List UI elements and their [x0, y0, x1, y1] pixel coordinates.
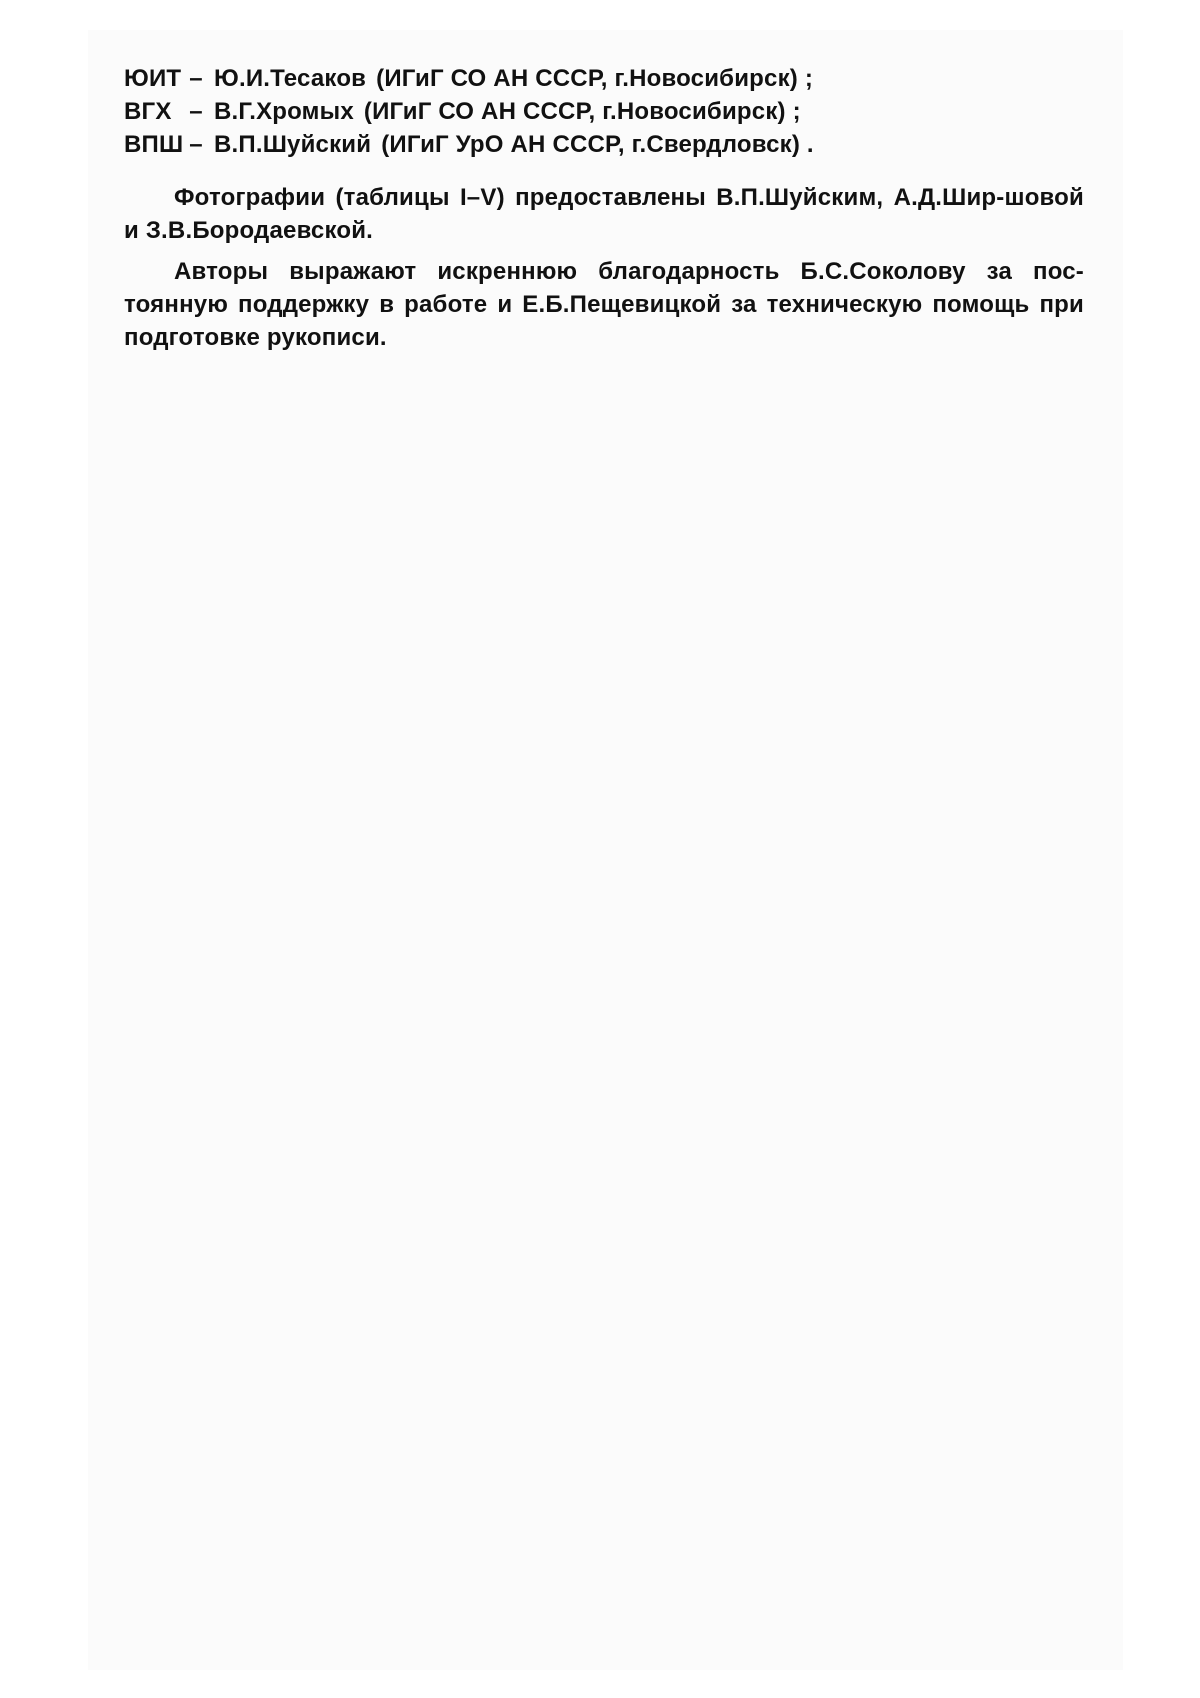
document-body	[124, 62, 1084, 362]
acknowledgements	[124, 181, 1084, 354]
abbreviation-line	[124, 128, 1084, 161]
photos-credit-paragraph: Фотографии (таблицы I–V) предоставлены В.П.Шуйским, А.Д.Шир-шовой и З.В.Бородаевской.	[124, 184, 1084, 244]
gratitude-paragraph: Авторы выражают искреннюю благодарность Б.С.Соколову за пос-тоянную поддержку в работе и Е.Б.Пещевицкой за техническую помощь при подготовке рукописи.	[124, 258, 1084, 351]
abbreviation-dash: –	[189, 131, 203, 158]
abbreviation-dash: –	[189, 98, 203, 125]
abbreviation-code: ЮИТ	[124, 65, 182, 92]
abbreviation-affiliation: (ИГиГ СО АН СССР, г.Новосибирск) ;	[376, 65, 814, 92]
abbreviation-person: В.Г.Хромых	[214, 98, 354, 125]
abbreviation-code: ВПШ	[124, 131, 184, 158]
abbreviation-dash: –	[189, 65, 203, 92]
abbreviation-line	[124, 62, 1084, 95]
abbreviation-list	[124, 62, 1084, 161]
abbreviation-affiliation: (ИГиГ УрО АН СССР, г.Свердловск) .	[381, 131, 814, 158]
abbreviation-person: В.П.Шуйский	[214, 131, 372, 158]
abbreviation-affiliation: (ИГиГ СО АН СССР, г.Новосибирск) ;	[363, 98, 801, 125]
abbreviation-code: ВГХ	[124, 98, 172, 125]
abbreviation-person: Ю.И.Тесаков	[214, 65, 367, 92]
abbreviation-line	[124, 95, 1084, 128]
